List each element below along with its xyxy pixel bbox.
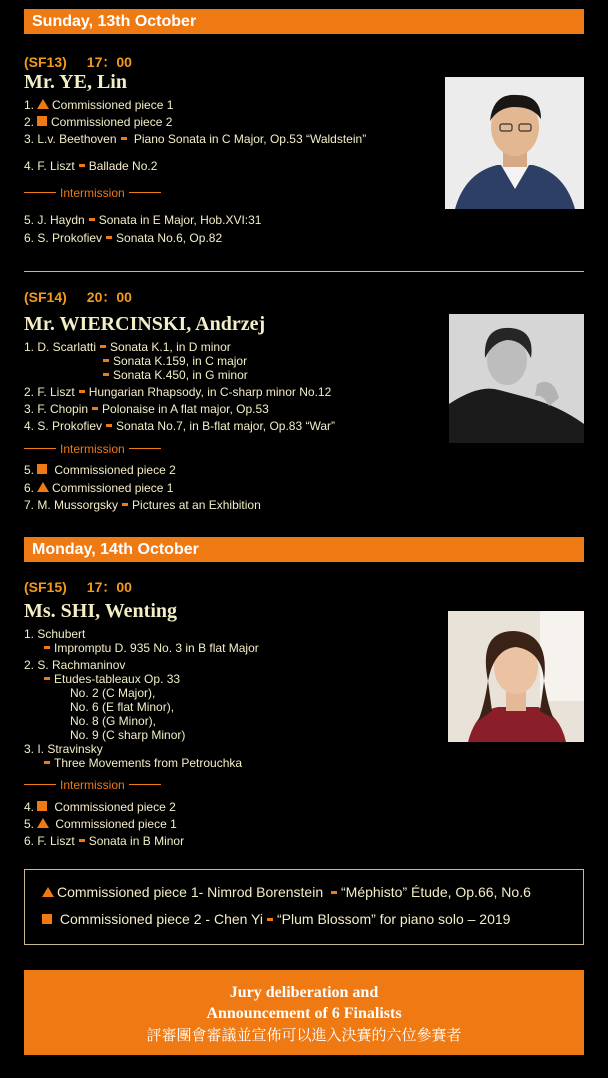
program-item: 1. Commissioned piece 1: [24, 98, 174, 112]
banner-line-chinese: 評審團會審議並宣佈可以進入決賽的六位參賽者: [146, 1026, 462, 1044]
program-item: 4. Commissioned piece 2: [24, 800, 176, 814]
square-icon: [37, 464, 47, 474]
slot-code: (SF14): [24, 289, 67, 305]
square-icon: [42, 914, 52, 924]
dash-icon: [106, 424, 112, 427]
dash-icon: [79, 390, 85, 393]
program-item: 5. Commissioned piece 2: [24, 463, 176, 477]
dash-icon: [331, 891, 337, 894]
dash-icon: [92, 407, 98, 410]
performer-name-wiercinski: Mr. WIERCINSKI, Andrzej: [24, 313, 266, 335]
program-item: No. 2 (C Major),: [70, 686, 156, 700]
program-item: No. 8 (G Minor),: [70, 714, 157, 728]
program-item: 6. S. Prokofiev Sonata No.6, Op.82: [24, 231, 223, 245]
program-item: Three Movements from Petrouchka: [40, 755, 242, 771]
slot-code: (SF15): [24, 579, 67, 595]
program-item: Etudes-tableaux Op. 33: [40, 671, 180, 687]
banner-line-1: Jury deliberation and: [229, 984, 379, 1001]
intermission-label: Intermission: [24, 442, 161, 456]
slot-sf13: [24, 52, 132, 72]
performer-photo-ye-lin: [445, 77, 584, 209]
program-item: No. 6 (E flat Minor),: [70, 700, 175, 714]
program-item: Sonata K.159, in C major: [99, 353, 247, 369]
dash-icon: [103, 373, 109, 376]
performer-photo-shi-wenting: [448, 611, 584, 742]
dash-icon: [44, 646, 50, 649]
slot-sf14: [24, 287, 132, 307]
performer-name-ye-lin: Mr. YE, Lin: [24, 71, 127, 93]
dash-icon: [79, 164, 85, 167]
performer-photo-wiercinski: [449, 314, 584, 443]
section-divider: [24, 271, 584, 272]
slot-time: 17：00: [86, 54, 132, 70]
dash-icon: [122, 503, 128, 506]
program-item: 5. Commissioned piece 1: [24, 817, 177, 831]
dash-icon: [89, 218, 95, 221]
triangle-icon: [37, 482, 49, 492]
program-item: 1. D. Scarlatti Sonata K.1, in D minor: [24, 340, 231, 354]
dash-icon: [44, 677, 50, 680]
jury-announcement-banner: [24, 970, 584, 1055]
legend-box: [24, 869, 584, 945]
program-item: 6. F. Liszt Sonata in B Minor: [24, 834, 185, 848]
legend-commissioned-piece-1: Commissioned piece 1- Nimrod Borenstein “Méphisto” Étude, Op.66, No.6: [39, 884, 531, 900]
slot-code: (SF13): [24, 54, 67, 70]
performer-name-shi-wenting: Ms. SHI, Wenting: [24, 600, 177, 622]
program-item: 6. Commissioned piece 1: [24, 481, 174, 495]
program-item: 3. F. Chopin Polonaise in A flat major, Op.53: [24, 402, 269, 416]
day-header-monday: Monday, 14th October: [24, 537, 584, 562]
slot-sf15: [24, 577, 132, 597]
dash-icon: [267, 918, 273, 921]
dash-icon: [100, 345, 106, 348]
program-item: Sonata K.450, in G minor: [99, 367, 248, 383]
program-item: 7. M. Mussorgsky Pictures at an Exhibition: [24, 498, 261, 512]
slot-time: 20：00: [86, 289, 132, 305]
legend-commissioned-piece-2: Commissioned piece 2 - Chen Yi “Plum Blossom” for piano solo – 2019: [39, 911, 510, 927]
program-item: 2. Commissioned piece 2: [24, 115, 173, 129]
program-item: Impromptu D. 935 No. 3 in B flat Major: [40, 640, 259, 656]
program-item: 4. S. Prokofiev Sonata No.7, in B-flat major, Op.83 “War”: [24, 419, 336, 433]
dash-icon: [121, 137, 127, 140]
triangle-icon: [37, 818, 49, 828]
program-item: 2. S. Rachmaninov: [24, 658, 126, 672]
program-item: 2. F. Liszt Hungarian Rhapsody, in C-sharp minor No.12: [24, 385, 332, 399]
program-item: No. 9 (C sharp Minor): [70, 728, 186, 742]
triangle-icon: [42, 887, 54, 897]
dash-icon: [103, 359, 109, 362]
program-item: 1. Schubert: [24, 627, 86, 641]
intermission-label: Intermission: [24, 778, 161, 792]
triangle-icon: [37, 99, 49, 109]
program-item: 4. F. Liszt Ballade No.2: [24, 159, 158, 173]
dash-icon: [106, 236, 112, 239]
program-item: 5. J. Haydn Sonata in E Major, Hob.XVI:31: [24, 213, 262, 227]
program-item: 3. L.v. Beethoven Piano Sonata in C Major, Op.53 “Waldstein”: [24, 132, 367, 146]
dash-icon: [44, 761, 50, 764]
slot-time: 17：00: [86, 579, 132, 595]
banner-line-2: Announcement of 6 Finalists: [206, 1005, 402, 1022]
square-icon: [37, 801, 47, 811]
dash-icon: [79, 839, 85, 842]
day-header-sunday: Sunday, 13th October: [24, 9, 584, 34]
intermission-label: Intermission: [24, 186, 161, 200]
square-icon: [37, 116, 47, 126]
program-item: 3. I. Stravinsky: [24, 742, 103, 756]
